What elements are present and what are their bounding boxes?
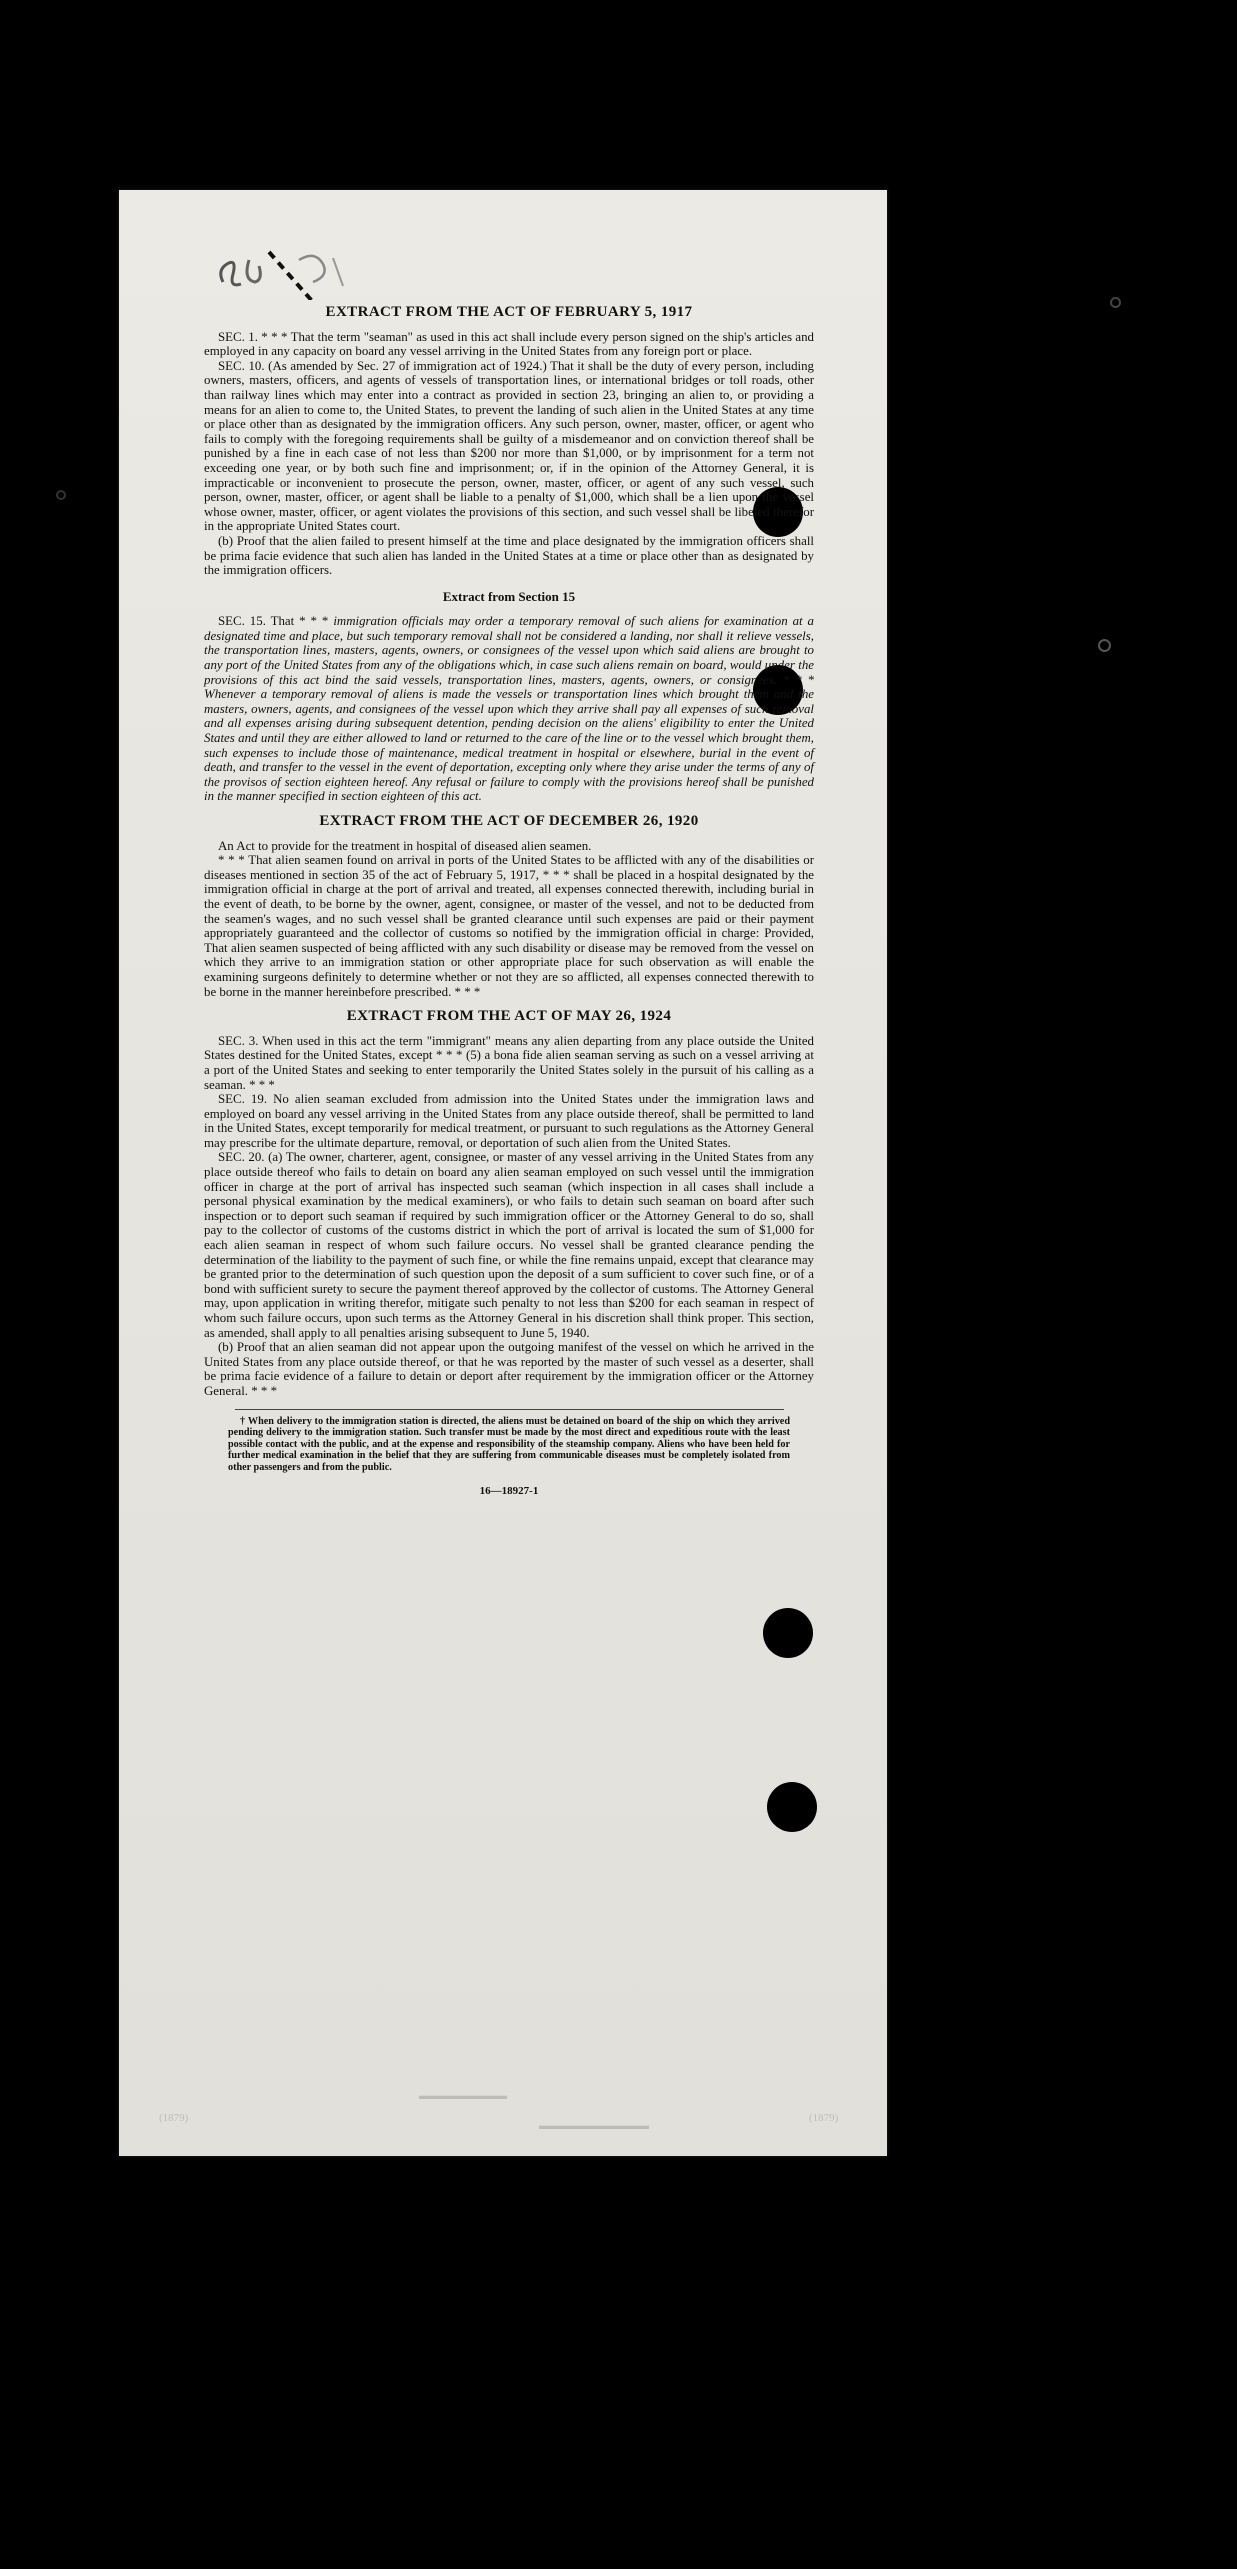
footnote: † When delivery to the immigration station is directed, the aliens must be detained on board of the ship on which they arrived pending delivery to the immigration station. Such transfer must be made by the most direct and expeditious route with the least possible contact with the public, and at the expense and responsibility of the steamship company. Aliens who have been held for further medical examination in the belief that they are suffering from communicable diseases must be completely isolated from other passengers and from the public. <box>228 1415 790 1473</box>
document-body <box>204 295 814 1498</box>
handwritten-mark <box>203 230 353 300</box>
section-15-lead: SEC. 15. That * * * <box>218 614 334 629</box>
section-10: SEC. 10. (As amended by Sec. 27 of immigration act of 1924.) That it shall be the duty of every person, including owners, masters, officers, and agents of vessels of transportation lines, or international bridges or toll roads, other than railway lines which may enter into a contract as provided in section 23, bringing an alien to, or providing a means for an alien to come to, the United States, to prevent the landing of such alien in the United States at any time or place other than as designated by the immigration officers. Any such person, owner, master, officer, or agent who fails to comply with the foregoing requirements shall be guilty of a misdemeanor and on conviction thereof shall be punished by a fine in each case of not less than $200 nor more than $1,000, or by imprisonment for a term not exceeding one year, or by both such fine and imprisonment; or, if in the opinion of the Attorney General, it is impracticable or inconvenient to prosecute the person, owner, master, officer, or agent of any such vessel, such person, owner, master, officer, or agent shall be liable to a penalty of $1,000, which shall be a lien upon the vessel whose owner, master, officer, or agent violates the provisions of this section, and such vessel shall be libeled therefor in the appropriate United States court. <box>204 358 814 534</box>
bleedthrough-text: ▬▬▬▬▬▬▬▬ <box>419 2090 507 2102</box>
heading-act-1920: EXTRACT FROM THE ACT OF DECEMBER 26, 1920 <box>319 813 699 829</box>
section-19: SEC. 19. No alien seaman excluded from admission into the United States under the immigration laws and employed on board any vessel arriving in the United States from any place outside thereof, shall be permitted to land in the United States, except temporarily for medical treatment, or pursuant to such regulations as the Attorney General may prescribe for the ultimate departure, removal, or deportation of such alien from the United States. <box>204 1092 814 1150</box>
section-10-b: (b) Proof that the alien failed to present himself at the time and place designated by the immigration officers shall be prima facie evidence that such alien has landed in the United States at a time or place other than as designated by the immigration officers. <box>204 533 814 578</box>
footnote-divider <box>235 1409 784 1410</box>
section-15-text: immigration officials may order a temporary removal of such aliens for examination at a designated time and place, but such temporary removal shall not be considered a landing, nor shall it relieve vessels, the transportation lines, masters, agents, owners, or consignees of the vessel upon which said aliens are brought to any port of the United States from any of the obligations which, in case such aliens remain on board, would under the provisions of this act bind the said vessels, transportation lines, masters, agents, owners, or consignees. * * * Whenever a temporary removal of aliens is made the vessels or transportation lines which brought them and the masters, owners, agents, and consignees of the vessel upon which they arrive shall pay all expenses of such removal and all expenses arising during subsequent detention, pending decision on the aliens' eligibility to enter the United States and until they are either allowed to land or returned to the care of the line or to the vessel which brought them, such expenses to include those of maintenance, medical treatment in hospital or elsewhere, burial in the event of death, and transfer to the vessel in the event of deportation, excepting only where they arise under the terms of any of the provisos of section eighteen hereof. Any refusal or failure to comply with the provisions hereof shall be punished in the manner specified in section eighteen of this act. <box>204 614 814 804</box>
dust-speck <box>1110 297 1121 308</box>
dust-speck <box>1098 639 1111 652</box>
document-page <box>119 190 887 2156</box>
punch-hole <box>767 1782 817 1832</box>
heading-act-1917: EXTRACT FROM THE ACT OF FEBRUARY 5, 1917 <box>325 304 693 320</box>
bleedthrough-text: ▬▬▬▬▬▬▬▬▬▬ <box>539 2120 649 2132</box>
form-number: 16—18927-1 <box>479 1484 539 1497</box>
section-15 <box>204 614 814 804</box>
section-3: SEC. 3. When used in this act the term "immigrant" means any alien departing from any place outside the United States destined for the United States, except * * * (5) a bona fide alien seaman serving as such on a vessel arriving at a port of the United States and seeking to enter temporarily the United States solely in the pursuit of his calling as a seaman. * * * <box>204 1033 814 1092</box>
bleedthrough-text: (1879) <box>159 2112 189 2124</box>
bleedthrough-text: (1879) <box>809 2112 839 2124</box>
act-1920-text: * * * That alien seamen found on arrival in ports of the United States to be afflicted with any of the disabilities or diseases mentioned in section 35 of the act of February 5, 1917, * * * shall be placed in a hospital designated by the immigration official in charge at the port of arrival and treated, all expenses connected therewith, including burial in the event of death, to be borne by the owner, agent, consignee, or master of the vessel, and not to be deducted from the seamen's wages, and no such vessel shall be granted clearance until such expenses are paid or their payment appropriately guaranteed and the collector of customs so notified by the immigration official in charge: Provided, That alien seamen suspected of being afflicted with any such disability or disease may be removed from the vessel on which they arrive to an immigration station or other appropriate place for such observation as will enable the examining surgeons definitely to determine whether or not they are so afflicted, all expenses connected therewith to be borne in the manner hereinbefore prescribed. * * * <box>204 853 814 999</box>
section-20-b: (b) Proof that an alien seaman did not appear upon the outgoing manifest of the vessel on which he arrived in the United States from any place outside thereof, or that he was reported by the master of such vessel as a deserter, shall be prima facie evidence of a failure to detain or deport after requirement by the immigration officer or the Attorney General. * * * <box>204 1340 814 1398</box>
punch-hole <box>763 1608 813 1658</box>
heading-act-1924: EXTRACT FROM THE ACT OF MAY 26, 1924 <box>346 1008 672 1025</box>
dust-speck <box>56 490 66 500</box>
act-1920-title: An Act to provide for the treatment in hospital of diseased alien seamen. <box>218 838 592 853</box>
section-20-a: SEC. 20. (a) The owner, charterer, agent, consignee, or master of any vessel arriving in the United States from any place outside thereof who fails to detain on board any alien seaman employed on such vessel until the immigration officer in charge at the port of arrival has inspected such seaman (which inspection in all cases shall include a personal physical examination by the medical examiners), or who fails to detain such seaman on board after such inspection or to deport such seaman if required by such immigration officer or the Attorney General to do so, shall pay to the collector of customs of the customs district in which the port of arrival is located the sum of $1,000 for each alien seaman in respect of whom such failure occurs. No vessel shall be granted clearance pending the determination of the liability to the payment of such fine, or while the fine remains unpaid, except that clearance may be granted prior to the determination of such question upon the deposit of a sum sufficient to cover such fine, or of a bond with sufficient surety to secure the payment thereof approved by the collector of customs. The Attorney General may, upon application in writing therefor, mitigate such penalty to not less than $200 for each seaman in respect of whom such failure occurs, upon such terms as the Attorney General in his discretion shall think proper. This section, as amended, shall apply to all penalties arising subsequent to June 5, 1940. <box>204 1150 814 1340</box>
heading-section-15: Extract from Section 15 <box>442 588 576 604</box>
section-1: SEC. 1. * * * That the term "seaman" as used in this act shall include every person signed on the ship's articles and employed in any capacity on board any vessel arriving in the United States from any foreign port or place. <box>204 329 814 359</box>
